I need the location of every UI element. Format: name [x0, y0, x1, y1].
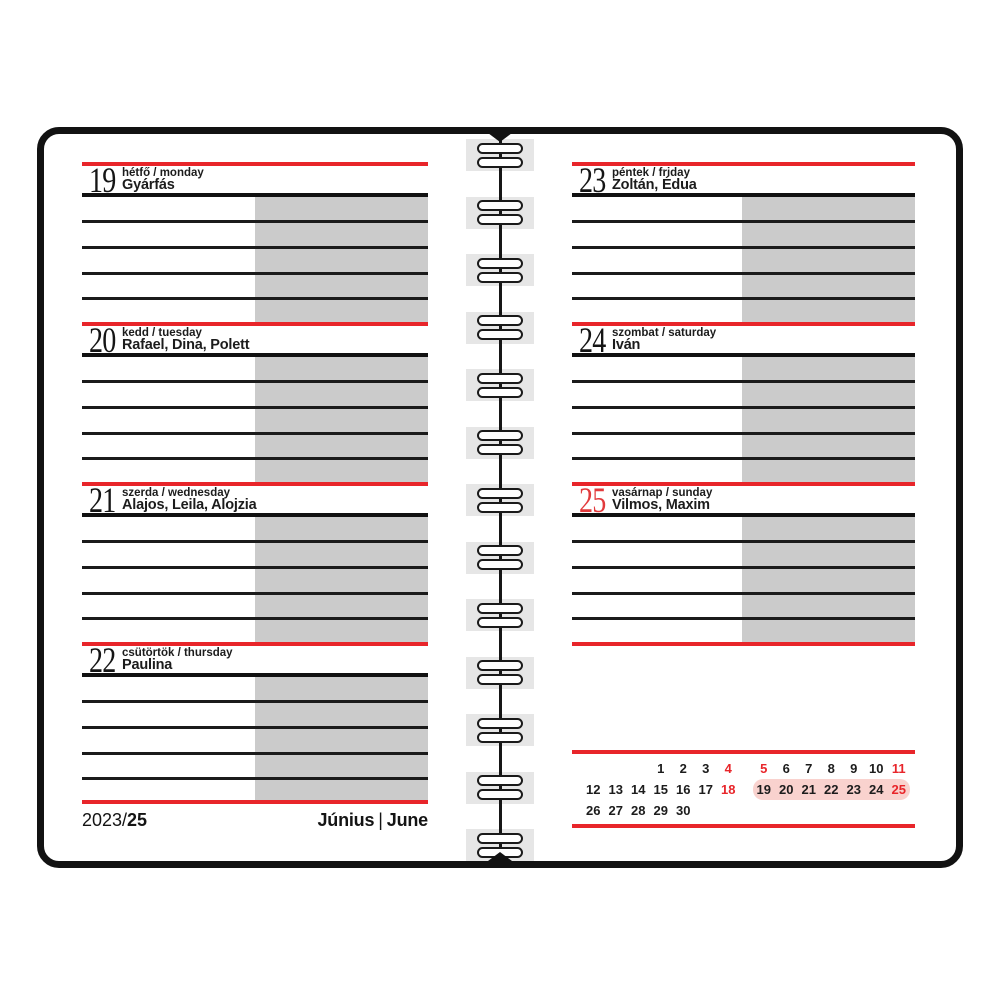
ruled-line — [82, 752, 428, 755]
notes-shading — [255, 517, 428, 642]
ruled-line — [82, 220, 428, 223]
day-of-week-label: kedd / tuesday — [122, 327, 202, 339]
ruled-line — [82, 457, 428, 460]
mini-calendar-day-16: 16 — [676, 782, 691, 797]
mini-calendar-day-1: 1 — [657, 761, 665, 776]
day-of-week-label: csütörtök / thursday — [122, 647, 233, 659]
mini-calendar-day-23: 23 — [843, 779, 866, 800]
mini-calendar-empty-cell — [798, 800, 821, 821]
day-number: 22 — [89, 640, 116, 680]
mini-calendar-day-13: 13 — [608, 782, 623, 797]
day-header-rule — [572, 353, 915, 357]
day-entry-monday — [82, 162, 428, 322]
ruled-line — [572, 540, 915, 543]
mini-calendar-day-28: 28 — [631, 803, 646, 818]
ruled-line — [82, 432, 428, 435]
day-of-week-label: vasárnap / sunday — [612, 487, 713, 499]
day-number: 24 — [579, 320, 606, 360]
week-number: 25 — [127, 810, 148, 830]
mini-calendar-day-22: 22 — [820, 779, 843, 800]
mini-calendar-day-8: 8 — [827, 761, 835, 776]
day-entry-thursday — [82, 642, 428, 800]
day-number-sunday: 25 — [579, 480, 606, 520]
mini-calendar-empty-cell — [820, 800, 843, 821]
day-entry-saturday — [572, 322, 915, 482]
mini-calendar-day-5: 5 — [760, 761, 768, 776]
day-of-week-label: szombat / saturday — [612, 327, 717, 339]
day-header-rule — [82, 673, 428, 677]
mini-calendar-day-7: 7 — [805, 761, 813, 776]
day-top-rule — [572, 322, 915, 326]
ruled-line — [572, 297, 915, 300]
ruled-line — [82, 617, 428, 620]
notes-shading — [742, 197, 915, 322]
ruled-line — [572, 457, 915, 460]
mini-calendar-day-14: 14 — [631, 782, 646, 797]
name-day-names: Vilmos, Maxim — [612, 497, 710, 513]
ruled-line — [572, 272, 915, 275]
notes-shading — [742, 357, 915, 482]
day-entry-tuesday — [82, 322, 428, 482]
mini-calendar-empty-cell — [843, 800, 866, 821]
mini-calendar-day-27: 27 — [608, 803, 623, 818]
day-header-rule — [572, 513, 915, 517]
mini-calendar-day-17: 17 — [698, 782, 713, 797]
ruled-line — [82, 406, 428, 409]
day-top-rule — [82, 482, 428, 486]
day-number: 21 — [89, 480, 116, 520]
mini-calendar-bottom-rule — [572, 824, 915, 828]
mini-calendar-empty-cell — [582, 758, 605, 779]
mini-calendar-empty-cell — [775, 800, 798, 821]
name-day-names: Paulina — [122, 657, 173, 673]
mini-calendar-day-20: 20 — [775, 779, 798, 800]
mini-calendar-day-21: 21 — [798, 779, 821, 800]
name-day-names: Alajos, Leila, Alojzia — [122, 497, 257, 513]
mini-calendar-row — [582, 758, 910, 779]
month-reference — [240, 810, 428, 831]
mini-calendar-day-10: 10 — [869, 761, 884, 776]
mini-calendar-day-25: 25 — [888, 779, 911, 800]
notes-shading — [255, 677, 428, 800]
ruled-line — [82, 726, 428, 729]
ruled-line — [82, 566, 428, 569]
name-day-names: Gyárfás — [122, 177, 175, 193]
ruled-line — [572, 406, 915, 409]
right-page-bottom-rule — [572, 642, 915, 646]
ruled-line — [572, 246, 915, 249]
ruled-line — [572, 592, 915, 595]
mini-calendar-empty-cell — [695, 800, 718, 821]
notes-shading — [255, 197, 428, 322]
mini-calendar-day-19: 19 — [753, 779, 776, 800]
name-day-names: Zoltán, Édua — [612, 177, 697, 193]
day-number: 23 — [579, 160, 606, 200]
mini-calendar-top-rule — [572, 750, 915, 754]
ruled-line — [82, 272, 428, 275]
ruled-line — [82, 592, 428, 595]
cover-top-notch — [488, 133, 512, 142]
day-top-rule — [82, 162, 428, 166]
day-number: 19 — [89, 160, 116, 200]
mini-calendar-empty-cell — [888, 800, 911, 821]
month-name-english: June — [386, 810, 428, 830]
name-day-names: Rafael, Dina, Polett — [122, 337, 250, 353]
mini-calendar-day-12: 12 — [586, 782, 601, 797]
year-prefix: 2023/ — [82, 810, 128, 830]
cover-bottom-notch — [488, 852, 512, 861]
mini-calendar-empty-cell — [717, 800, 740, 821]
day-number: 20 — [89, 320, 116, 360]
left-page-bottom-rule — [82, 800, 428, 804]
day-entry-wednesday — [82, 482, 428, 642]
day-entry-friday — [572, 162, 915, 322]
mini-calendar-row — [582, 779, 910, 800]
mini-calendar-day-6: 6 — [782, 761, 790, 776]
ruled-line — [82, 540, 428, 543]
ruled-line — [82, 246, 428, 249]
ruled-line — [82, 777, 428, 780]
day-entry-sunday — [572, 482, 915, 642]
ruled-line — [572, 617, 915, 620]
mini-calendar-day-29: 29 — [653, 803, 668, 818]
mini-calendar-day-24: 24 — [865, 779, 888, 800]
day-header-rule — [82, 353, 428, 357]
day-header-rule — [82, 193, 428, 197]
mini-calendar-day-9: 9 — [850, 761, 858, 776]
day-of-week-label: péntek / friday — [612, 167, 690, 179]
mini-calendar-day-15: 15 — [653, 782, 668, 797]
mini-calendar-grid — [582, 758, 910, 821]
day-top-rule — [572, 482, 915, 486]
mini-calendar-empty-cell — [865, 800, 888, 821]
mini-calendar-empty-cell — [627, 758, 650, 779]
notes-shading — [742, 517, 915, 642]
day-header-rule — [572, 193, 915, 197]
day-header-rule — [82, 513, 428, 517]
mini-calendar-day-2: 2 — [679, 761, 687, 776]
day-top-rule — [82, 642, 428, 646]
ruled-line — [572, 566, 915, 569]
notes-shading — [255, 357, 428, 482]
ruled-line — [572, 220, 915, 223]
ruled-line — [572, 432, 915, 435]
mini-calendar-day-11: 11 — [891, 761, 906, 776]
day-top-rule — [572, 162, 915, 166]
month-name-hungarian: Június — [317, 810, 375, 830]
mini-calendar-day-18: 18 — [721, 782, 736, 797]
mini-calendar-empty-cell — [753, 800, 776, 821]
mini-calendar-day-26: 26 — [586, 803, 601, 818]
month-separator: | — [378, 810, 383, 830]
day-of-week-label: szerda / wednesday — [122, 487, 231, 499]
day-of-week-label: hétfő / monday — [122, 167, 204, 179]
year-week-reference — [82, 810, 147, 831]
ruled-line — [82, 700, 428, 703]
name-day-names: Iván — [612, 337, 641, 353]
ruled-line — [82, 297, 428, 300]
mini-calendar-day-3: 3 — [702, 761, 710, 776]
mini-calendar-day-4: 4 — [724, 761, 732, 776]
mini-calendar-day-30: 30 — [676, 803, 691, 818]
ruled-line — [572, 380, 915, 383]
mini-calendar-empty-cell — [605, 758, 628, 779]
mini-month-calendar — [572, 750, 915, 828]
mini-calendar-row — [582, 800, 910, 821]
day-top-rule — [82, 322, 428, 326]
ruled-line — [82, 380, 428, 383]
